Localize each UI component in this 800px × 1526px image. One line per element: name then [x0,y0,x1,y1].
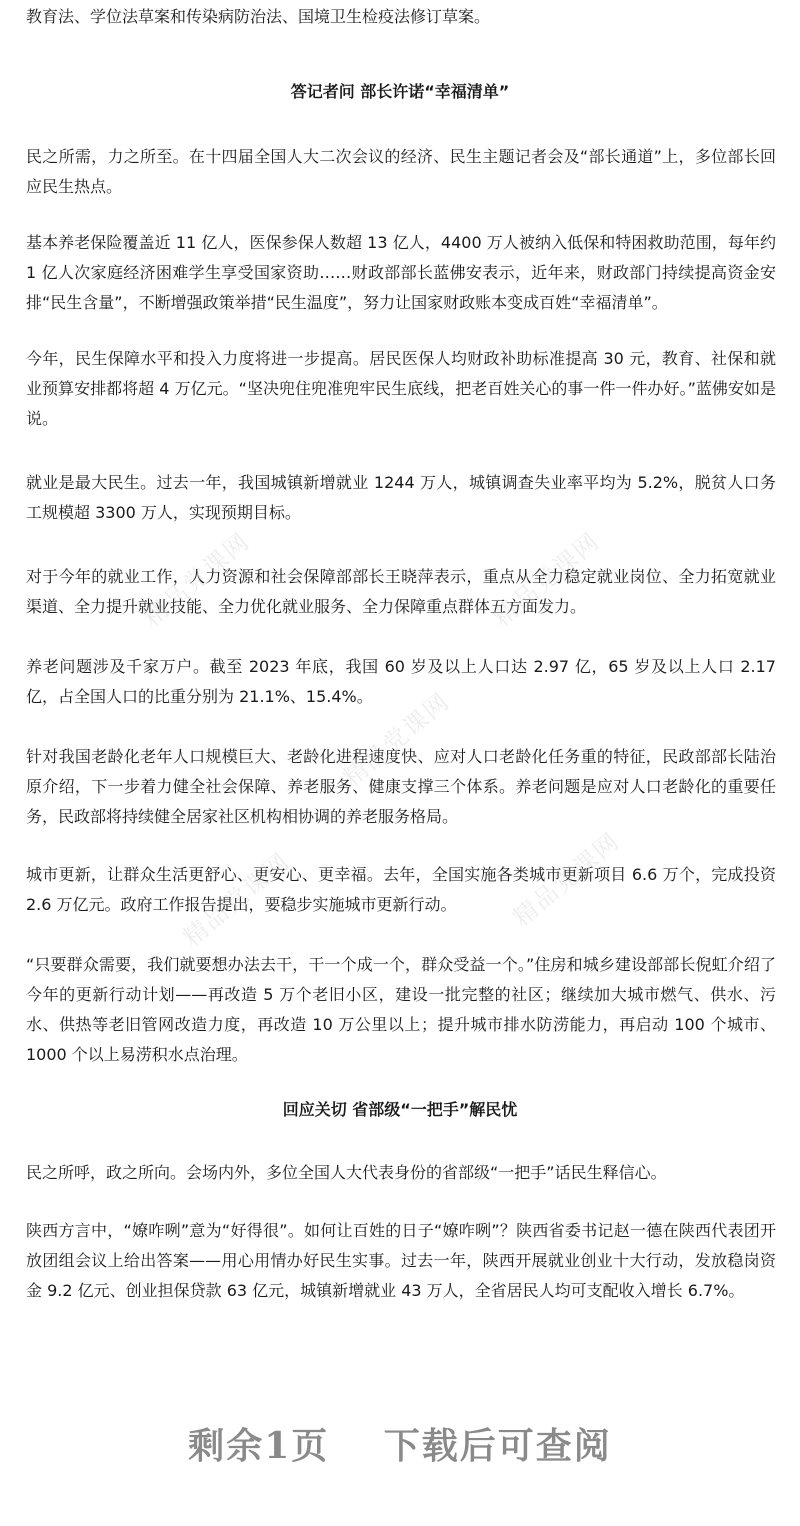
download-prompt[interactable] [0,1418,800,1469]
paragraph: 民之所需，力之所至。在十四届全国人大二次会议的经济、民生主题记者会及“部长通道”上，多位部长回应民生热点。 [26,147,776,196]
watermark-text: 精品党课网 [487,526,606,632]
watermark-text: 精品党课网 [507,826,626,932]
paragraph: 城市更新，让群众生活更舒心、更安心、更幸福。去年，全国实施各类城市更新项目 6.6 万个，完成投资 2.6 万亿元。政府工作报告提出，要稳步实施城市更新行动。 [26,865,776,914]
paragraph: 基本养老保险覆盖近 11 亿人，医保参保人数超 13 亿人，4400 万人被纳入低保和特困救助范围，每年约 1 亿人次家庭经济困难学生享受国家资助……财政部部长蓝佛安表示，近年来，财政部门持续提高资金安排“民生含量”，不断增强政策举措“民生温度”，努力让国家财政账本变成百姓“幸福清单”。 [26,233,776,312]
paragraph: 养老问题涉及千家万户。截至 2023 年底，我国 60 岁及以上人口达 2.97 亿，65 岁及以上人口 2.17 亿，占全国人口的比重分别为 21.1%、15.4%。 [26,657,776,706]
paragraph: 对于今年的就业工作，人力资源和社会保障部部长王晓萍表示，重点从全力稳定就业岗位、全力拓宽就业渠道、全力提升就业技能、全力优化就业服务、全力保障重点群体五方面发力。 [26,567,776,616]
paragraph: 民之所呼，政之所向。会场内外，多位全国人大代表身份的省部级“一把手”话民生释信心。 [26,1163,667,1182]
paragraph: 针对我国老龄化老年人口规模巨大、老龄化进程速度快、应对人口老龄化任务重的特征，民政部部长陆治原介绍，下一步着力健全社会保障、养老服务、健康支撑三个体系。养老问题是应对人口老龄化的重要任务，民政部将持续健全居家社区机构相协调的养老服务格局。 [26,747,776,826]
watermark-text: 精品党课网 [177,846,296,952]
watermark-text: 精品党课网 [337,686,456,792]
paragraph: 陕西方言中，“嫽咋咧”意为“好得很”。如何让百姓的日子“嫽咋咧”？陕西省委书记赵一德在陕西代表团开放团组会议上给出答案——用心用情办好民生实事。过去一年，陕西开展就业创业十大行动，发放稳岗资金 9.2 亿元、创业担保贷款 63 亿元，城镇新增就业 43 万人，全省居民人均可支配收入增长 6.7%。 [26,1221,776,1300]
paragraph: “只要群众需要，我们就要想办法去干，干一个成一个，群众受益一个。”住房和城乡建设部部长倪虹介绍了今年的更新行动计划——再改造 5 万个老旧小区，建设一批完整的社区；继续加大城市燃气、供水、污水、供热等老旧管网改造力度，再改造 10 万公里以上；提升城市排水防涝能力，再启动 100 个城市、1000 个以上易涝积水点治理。 [26,955,776,1064]
section-heading-press-conference: 答记者问 部长许诺“幸福清单” [290,82,510,101]
section-heading-provincial-leaders: 回应关切 省部级“一把手”解民忧 [282,1100,518,1119]
remaining-pages-label: 剩余1页 [188,1425,330,1467]
watermark-text: 精品党课网 [137,526,256,632]
paragraph-intro-tail: 教育法、学位法草案和传染病防治法、国境卫生检疫法修订草案。 [26,7,491,26]
download-to-view-label: 下载后可查阅 [383,1425,612,1467]
paragraph: 今年，民生保障水平和投入力度将进一步提高。居民医保人均财政补助标准提高 30 元，教育、社保和就业预算安排都将超 4 万亿元。“坚决兜住兜准兜牢民生底线，把老百姓关心的事一件一件办好。”蓝佛安如是说。 [26,349,776,428]
paragraph: 就业是最大民生。过去一年，我国城镇新增就业 1244 万人，城镇调查失业率平均为 5.2%，脱贫人口务工规模超 3300 万人，实现预期目标。 [26,473,776,522]
